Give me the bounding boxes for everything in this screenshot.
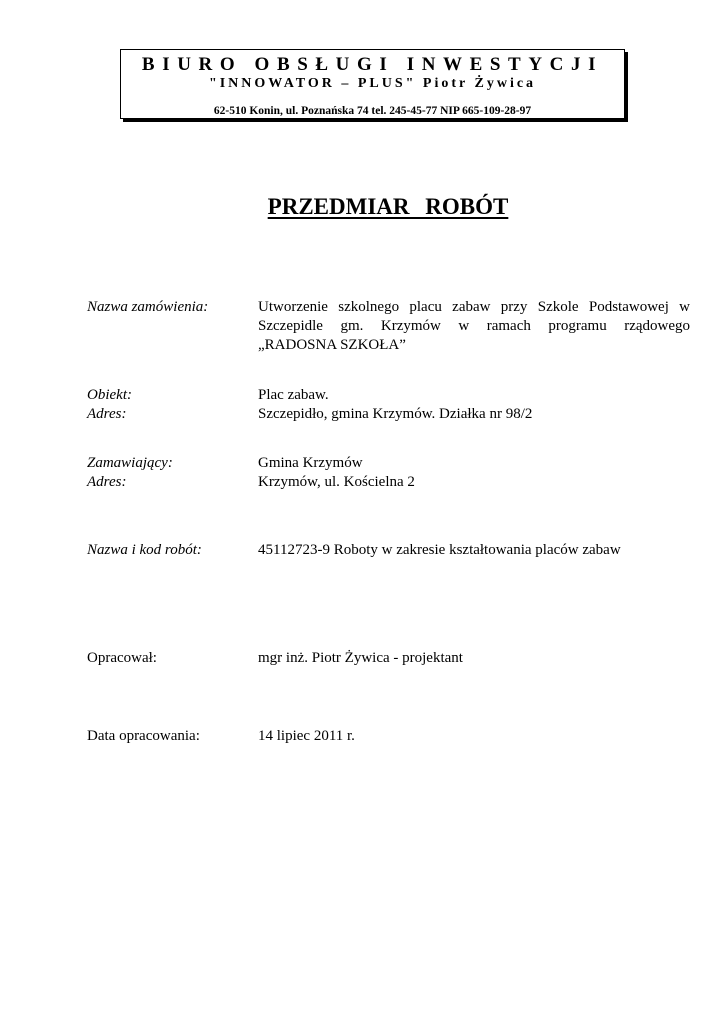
author-label: Opracował: [87, 650, 157, 666]
works-code-label: Nazwa i kod robót: [87, 542, 202, 558]
client-address-label: Adres: [87, 474, 127, 490]
company-name: BIURO OBSŁUGI INWESTYCJI [141, 54, 604, 75]
client-label: Zamawiający: [87, 455, 173, 471]
document-title [0, 194, 724, 220]
date-value: 14 lipiec 2011 r. [258, 728, 355, 744]
object-value: Plac zabaw. [258, 387, 329, 403]
order-name-value: Utworzenie szkolnego placu zabaw przy Szkole Podstawowej w Szczepidle gm. Krzymów w ramach programu rządowego „RADOSNA SZKOŁA” [258, 299, 690, 353]
author-value: mgr inż. Piotr Żywica - projektant [258, 650, 463, 666]
client-value: Gmina Krzymów [258, 455, 363, 471]
company-trade-name: "INNOWATOR – PLUS" Piotr Żywica [208, 76, 537, 91]
order-name-label: Nazwa zamówienia: [87, 299, 209, 315]
object-address-label: Adres: [87, 406, 127, 422]
company-contact: 62-510 Konin, ul. Poznańska 74 tel. 245-45-77 NIP 665-109-28-97 [213, 105, 532, 117]
company-header-box [120, 49, 625, 119]
document-title-text: PRZEDMIAR ROBÓT [267, 194, 509, 219]
date-label: Data opracowania: [87, 728, 200, 744]
object-label: Obiekt: [87, 387, 132, 403]
object-address-value: Szczepidło, gmina Krzymów. Działka nr 98/2 [258, 406, 533, 422]
works-code-value: 45112723-9 Roboty w zakresie kształtowania placów zabaw [258, 542, 621, 558]
client-address-value: Krzymów, ul. Kościelna 2 [258, 474, 415, 490]
